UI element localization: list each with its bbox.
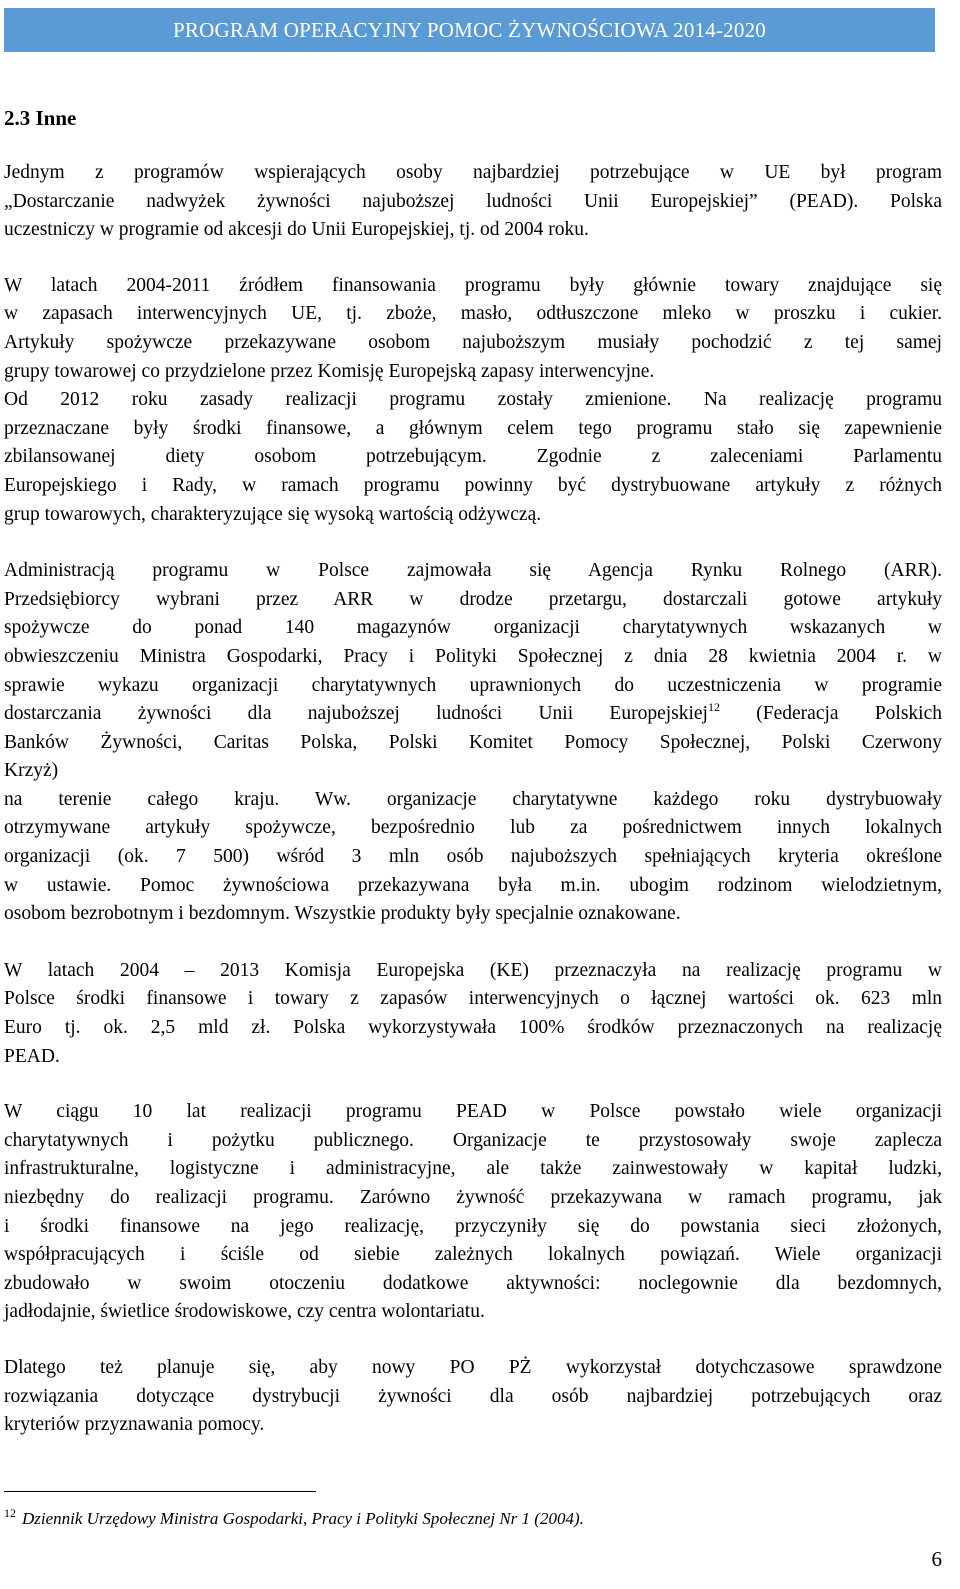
text-line: charytatywnych i pożytku publicznego. Organizacje te przystosowały swoje zaplecza — [4, 1129, 942, 1151]
text-line: przeznaczane były środki finansowe, a głównym celem tego programu stało się zapewnienie — [4, 417, 942, 439]
text-line: Banków Żywności, Caritas Polska, Polski Komitet Pomocy Społecznej, Polski Czerwony — [4, 731, 942, 753]
document-header-title: PROGRAM OPERACYJNY POMOC ŻYWNOŚCIOWA 2014-2020 — [173, 18, 766, 42]
text-line: Europejskiego i Rady, w ramach programu powinny być dystrybuowane artykuły z różnych — [4, 474, 942, 496]
footnote-separator — [4, 1491, 316, 1492]
text-line: na terenie całego kraju. Ww. organizacje charytatywne każdego roku dystrybuowały — [4, 788, 942, 810]
text-segment: dostarczania żywności dla najuboższej ludności Unii Europejskiej — [4, 703, 708, 725]
paragraph-4 — [4, 957, 942, 1071]
text-line: osobom bezrobotnym i bezdomnym. Wszystkie produkty były specjalnie oznakowane. — [4, 903, 681, 925]
footnote-number: 12 — [4, 1506, 16, 1520]
text-line: Dlatego też planuje się, aby nowy PO PŻ wykorzystał dotychczasowe sprawdzone — [4, 1356, 942, 1378]
paragraph-3 — [4, 557, 942, 929]
text-segment: (Federacja Polskich — [719, 703, 943, 725]
footnote-text: Dziennik Urzędowy Ministra Gospodarki, Pracy i Polityki Społecznej Nr 1 (2004). — [22, 1509, 584, 1528]
text-line: grup towarowych, charakteryzujące się wysoką wartością odżywczą. — [4, 503, 542, 525]
paragraph-5 — [4, 1098, 942, 1327]
text-line: uczestniczy w programie od akcesji do Unii Europejskiej, tj. od 2004 roku. — [4, 219, 589, 241]
paragraph-2 — [4, 272, 942, 529]
footnote — [4, 1501, 904, 1531]
text-line: Jednym z programów wspierających osoby najbardziej potrzebujące w UE był program — [4, 162, 942, 183]
text-line: Polsce środki finansowe i towary z zapasów interwencyjnych o łącznej wartości ok. 623 mln — [4, 988, 942, 1010]
text-line: infrastrukturalne, logistyczne i administracyjne, ale także zainwestowały w kapitał ludzki, — [4, 1158, 942, 1180]
page-number: 6 — [931, 1547, 942, 1571]
text-line: PEAD. — [4, 1045, 60, 1067]
text-line: kryteriów przyznawania pomocy. — [4, 1414, 265, 1436]
text-line: współpracujących i ściśle od siebie zależnych lokalnych powiązań. Wiele organizacji — [4, 1244, 942, 1266]
text-line: jadłodajnie, świetlice środowiskowe, czy centra wolontariatu. — [4, 1301, 485, 1323]
text-line: W ciągu 10 lat realizacji programu PEAD w Polsce powstało wiele organizacji — [4, 1101, 942, 1123]
paragraph-1 — [4, 159, 942, 245]
page-body — [4, 100, 942, 1440]
text-line: „Dostarczanie nadwyżek żywności najuboższej ludności Unii Europejskiej” (PEAD). Polska — [4, 190, 942, 212]
text-line: otrzymywane artykuły spożywcze, bezpośrednio lub za pośrednictwem innych lokalnych — [4, 817, 942, 839]
text-line: zbudowało w swoim otoczeniu dodatkowe aktywności: noclegownie dla bezdomnych, — [4, 1272, 942, 1294]
text-line: rozwiązania dotyczące dystrybucji żywności dla osób najbardziej potrzebujących oraz — [4, 1385, 942, 1407]
text-line: W latach 2004 – 2013 Komisja Europejska (KE) przeznaczyła na realizację programu w — [4, 959, 942, 981]
footnote-reference: 12 — [707, 700, 720, 715]
text-line: Przedsiębiorcy wybrani przez ARR w drodze przetargu, dostarczali gotowe artykuły — [4, 588, 942, 610]
text-line: grupy towarowej co przydzielone przez Komisję Europejską zapasy interwencyjne. — [4, 360, 655, 382]
text-line: obwieszczeniu Ministra Gospodarki, Pracy i Polityki Społecznej z dnia 28 kwietnia 2004 r. w — [4, 645, 942, 667]
text-line: Administracją programu w Polsce zajmowała się Agencja Rynku Rolnego (ARR). — [4, 560, 942, 582]
text-line: Krzyż) — [4, 760, 59, 782]
text-line: Artykuły spożywcze przekazywane osobom najuboższym musiały pochodzić z tej samej — [4, 331, 942, 353]
section-heading: 2.3 Inne — [4, 106, 77, 130]
header-bar — [4, 8, 935, 52]
text-line: Od 2012 roku zasady realizacji programu zostały zmienione. Na realizację programu — [4, 389, 942, 411]
text-line: organizacji (ok. 7 500) wśród 3 mln osób najuboższych spełniających kryteria określone — [4, 846, 942, 868]
text-line: Euro tj. ok. 2,5 mld zł. Polska wykorzystywała 100% środków przeznaczonych na realizację — [4, 1017, 942, 1039]
text-line: w ustawie. Pomoc żywnościowa przekazywana była m.in. ubogim rodzinom wielodzietnym, — [4, 874, 942, 896]
text-line: W latach 2004-2011 źródłem finansowania programu były głównie towary znajdujące się — [4, 274, 942, 296]
text-line: w zapasach interwencyjnych UE, tj. zboże, masło, odtłuszczone mleko w proszku i cukier. — [4, 303, 942, 325]
text-line: i środki finansowe na jego realizację, przyczyniły się do powstania sieci złożonych, — [4, 1215, 942, 1237]
text-line: sprawie wykazu organizacji charytatywnych uprawnionych do uczestniczenia w programie — [4, 674, 942, 696]
text-line: spożywcze do ponad 140 magazynów organizacji charytatywnych wskazanych w — [4, 617, 942, 639]
text-line-with-footnote — [4, 700, 942, 729]
text-line: niezbędny do realizacji programu. Zarówno żywność przekazywana w ramach programu, jak — [4, 1187, 942, 1208]
paragraph-6 — [4, 1354, 942, 1440]
text-line: zbilansowanej diety osobom potrzebującym. Zgodnie z zaleceniami Parlamentu — [4, 446, 942, 468]
